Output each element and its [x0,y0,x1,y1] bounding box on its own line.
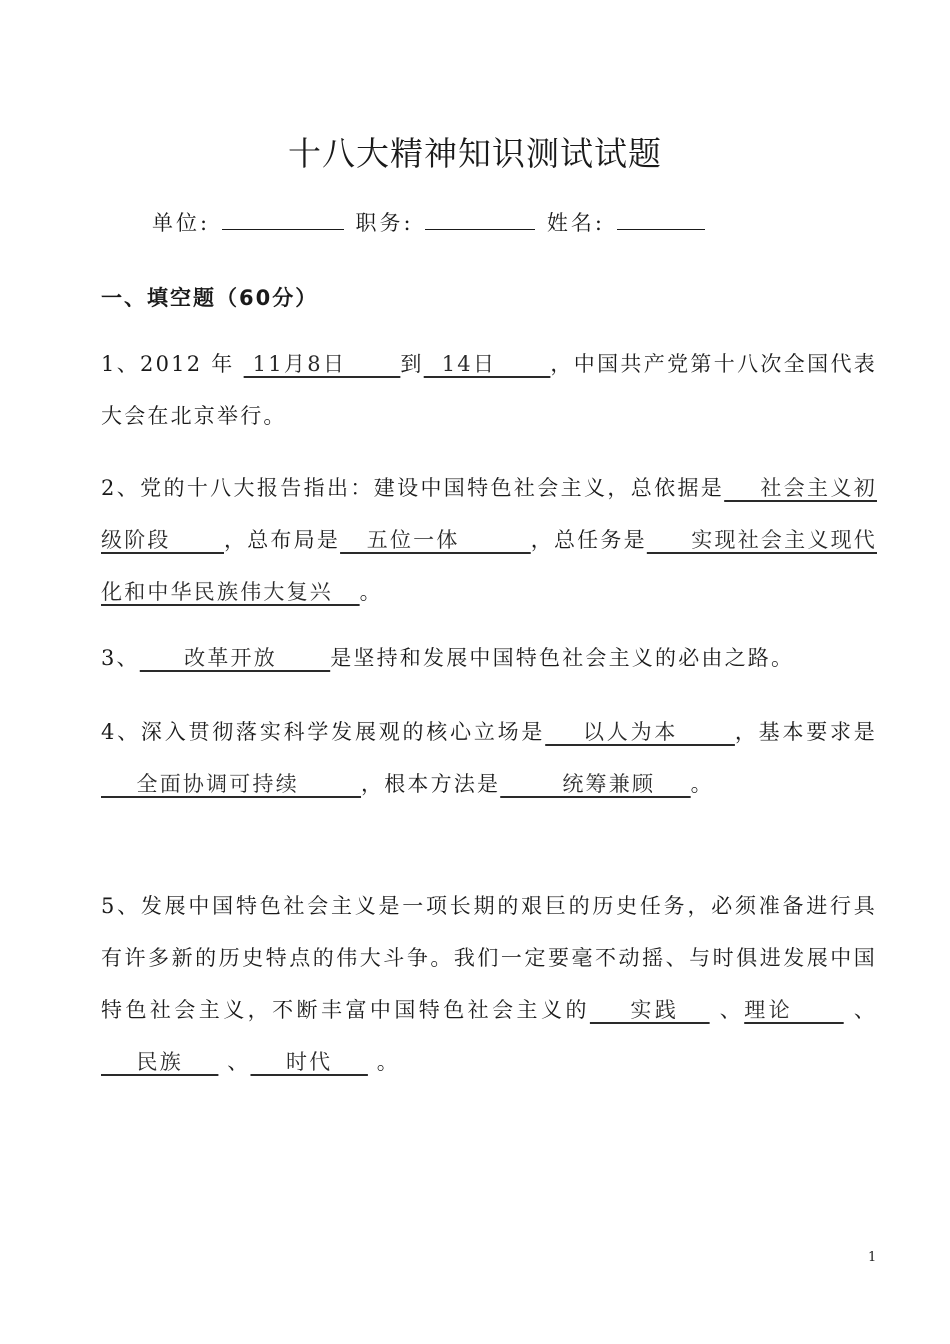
name-label: 姓名: [546,211,605,235]
question-text: 到 [400,352,424,376]
question-text: 是坚持和发展中国特色社会主义的必由之路。 [330,646,795,670]
question-text: ，总布局是 [224,528,341,552]
answer-blank: 民族 [101,1050,219,1074]
question-text: 、 [843,998,878,1022]
question-5 [101,880,877,1088]
question-4 [101,706,877,810]
question-text: ，根本方法是 [361,772,501,796]
unit-blank [222,207,344,230]
question-text: 。 [359,580,383,604]
page-title: 十八大精神知识测试试题 [288,134,662,173]
answer-blank: 五位一体 [340,528,531,552]
question-text: 2、党的十八大报告指出：建设中国特色社会主义，总依据是 [101,476,725,500]
question-text: 、 [709,998,745,1022]
answer-blank: 全面协调可持续 [101,772,362,796]
page-number: 1 [868,1250,877,1265]
answer-blank: 11月8日 [243,352,401,376]
name-blank [617,207,705,230]
answer-blank: 14日 [423,352,551,376]
question-text: 5、发展中国特色社会主义是一项长期的艰巨的历史任务，必须准备进行具有许多新的历史特点的伟大斗争。我们一定要毫不动摇、与时俱进发展中国特色社会主义，不断丰富中国特色社会主义的 [101,894,877,1022]
question-text: 4、深入贯彻落实科学发展观的核心立场是 [101,720,546,744]
question-text: ，总任务是 [530,528,647,552]
section-heading: 一、填空题（60分） [101,286,319,310]
answer-blank: 改革开放 [139,646,331,670]
answer-blank: 时代 [250,1050,368,1074]
duty-blank [425,207,535,230]
duty-label: 职务: [355,211,414,235]
unit-label: 单位: [152,211,211,235]
question-text: ，中国共产党第十八次全国代表大会在北京举行。 [101,352,877,428]
respondent-info-line [152,207,707,237]
question-text: ，基本要求是 [734,720,877,744]
question-text: 1、2012 年 [101,352,244,376]
answer-blank: 实践 [589,998,710,1022]
answer-blank: 社会主义初级阶段 [101,476,877,552]
answer-blank: 实现社会主义现代化和中华民族伟大复兴 [101,528,877,604]
question-2 [101,462,877,618]
question-text: 3、 [101,646,140,670]
question-text: 、 [218,1050,251,1074]
question-text: 。 [690,772,714,796]
question-1 [101,338,877,442]
question-3 [101,632,877,684]
answer-blank: 以人为本 [545,720,735,744]
answer-blank: 统筹兼顾 [500,772,691,796]
answer-blank: 理论 [744,998,844,1022]
question-text: 。 [367,1050,400,1074]
